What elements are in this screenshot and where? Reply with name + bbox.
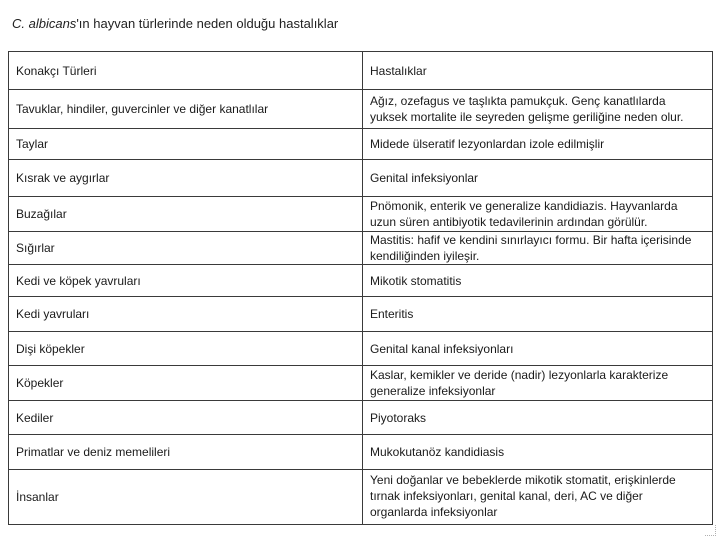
table-row xyxy=(9,470,712,525)
disease-cell: Genital infeksiyonlar xyxy=(370,171,479,185)
header-host-species: Konakçı Türleri xyxy=(9,52,363,89)
host-cell: Buzağılar xyxy=(9,197,363,231)
table-row xyxy=(9,297,712,332)
host-cell: Sığırlar xyxy=(9,232,363,264)
host-cell: Taylar xyxy=(9,129,363,159)
caption-text: 'ın hayvan türlerinde neden olduğu hastalıklar xyxy=(76,16,339,31)
table-row xyxy=(9,232,712,265)
disease-cell: Piyotoraks xyxy=(370,410,427,425)
host-cell: Kısrak ve aygırlar xyxy=(9,160,363,196)
table-header-row xyxy=(9,52,712,90)
disease-cell: Mikotik stomatitis xyxy=(370,273,462,288)
table-row xyxy=(9,160,712,197)
disease-cell: Pnömonik, enterik ve generalize kandidiazis. Hayvanlarda uzun süren antibiyotik tedavilerinin ardından görülür. xyxy=(370,199,678,229)
table-row xyxy=(9,197,712,232)
disease-cell: Yeni doğanlar ve bebeklerde mikotik stomatit, erişkinlerde tırnak infeksiyonları, genital kanal, deri, AC ve diğer organlarda infeksiyonlar xyxy=(370,473,676,519)
disease-cell: Kaslar, kemikler ve deride (nadir) lezyonlarla karakterize generalize infeksiyonlar xyxy=(370,368,669,398)
disease-cell: Enteritis xyxy=(370,307,414,321)
disease-cell: Mastitis: hafif ve kendini sınırlayıcı formu. Bir hafta içerisinde kendiliğinden iyileşir. xyxy=(370,233,692,263)
disease-cell: Ağız, ozefagus ve taşlıkta pamukçuk. Genç kanatlılarda yuksek mortalite ile seyreden gelişme geriliğine neden olur. xyxy=(370,94,684,124)
host-cell: Kedi yavruları xyxy=(9,297,363,331)
table-row xyxy=(9,332,712,366)
header-diseases: Hastalıklar xyxy=(370,63,427,78)
host-cell: Dişi köpekler xyxy=(9,332,363,365)
disease-table xyxy=(8,51,713,525)
slide-corner-mark xyxy=(705,525,716,536)
host-cell: Tavuklar, hindiler, guvercinler ve diğer kanatlılar xyxy=(9,90,363,128)
host-cell: Kedi ve köpek yavruları xyxy=(9,265,363,296)
table-caption xyxy=(12,16,338,31)
disease-cell: Genital kanal infeksiyonları xyxy=(370,341,514,356)
host-cell: İnsanlar xyxy=(9,470,363,524)
table-row xyxy=(9,435,712,470)
table-row xyxy=(9,265,712,297)
host-cell: Kediler xyxy=(9,401,363,434)
host-cell: Primatlar ve deniz memelileri xyxy=(9,435,363,469)
disease-cell: Midede ülseratif lezyonlardan izole edilmişlir xyxy=(370,137,605,151)
caption-species: C. albicans xyxy=(12,16,77,31)
host-cell: Köpekler xyxy=(9,366,363,400)
table-row xyxy=(9,401,712,435)
table-row xyxy=(9,129,712,160)
table-row xyxy=(9,366,712,401)
table-row xyxy=(9,90,712,129)
disease-cell: Mukokutanöz kandidiasis xyxy=(370,445,505,459)
